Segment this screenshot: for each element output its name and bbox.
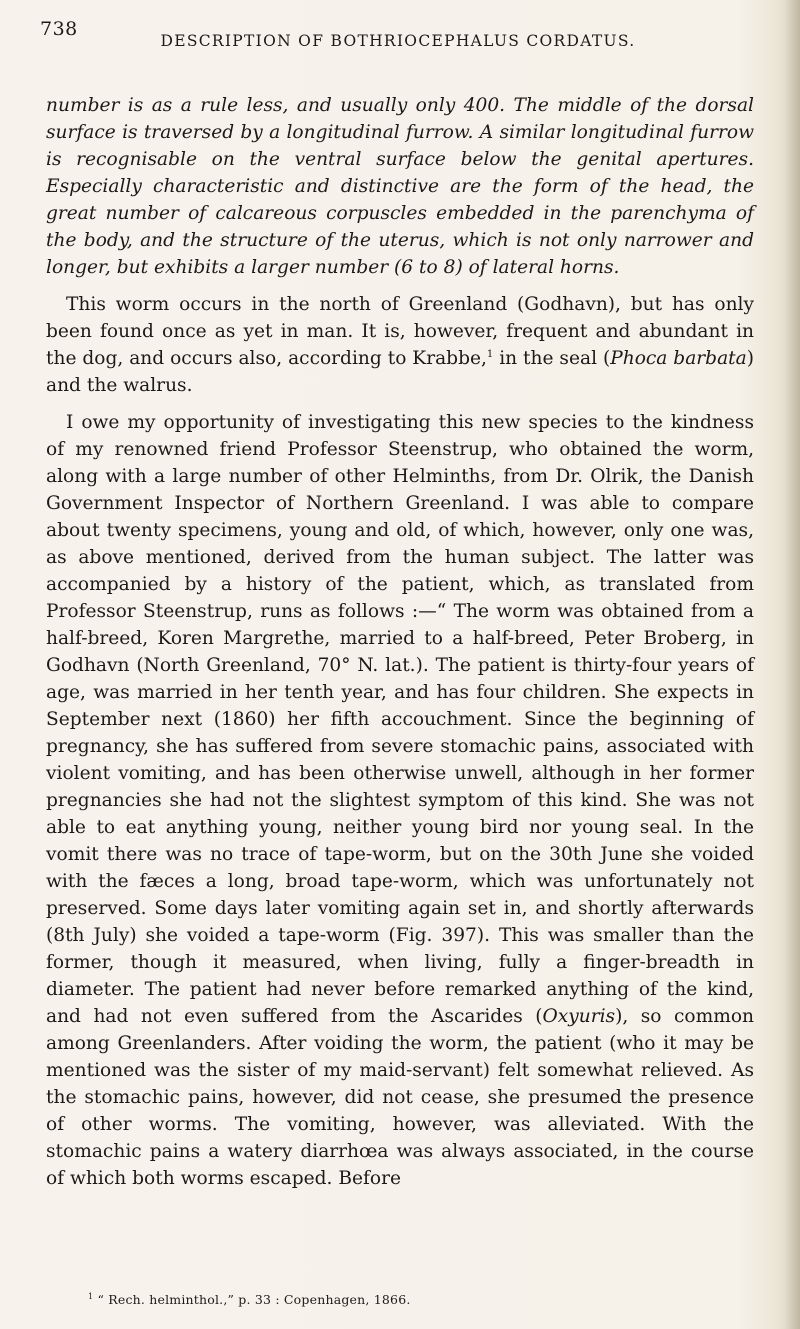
paragraph-distribution <box>46 291 754 399</box>
footnote-marker: 1 <box>88 1291 94 1301</box>
text-run: in the seal ( <box>493 348 611 369</box>
text-run: This worm occurs in the north of Greenland (Godhavn), but has only been found once as yet in man. It is, however, frequent and abundant in the dog, and occurs also, according to Krabbe, <box>46 294 754 369</box>
text-run: I owe my opportunity of investigating this new species to the kindness of my renowned friend Professor Steenstrup, who obtained the worm, along with a large number of other Helminths, from Dr. Olrik, the Danish Government Inspector of Northern Greenland. I was able to compare about twenty specimens, young and old, of which, however, only one was, as above mentioned, derived from the human subject. The latter was accompanied by a history of the patient, which, as translated from Professor Steenstrup, runs as follows :—“ The worm was obtained from a half-breed, Koren Margrethe, married to a half-breed, Peter Broberg, in Godhavn (North Greenland, 70° N. lat.). The patient is thirty-four years of age, was married in her tenth year, and has four children. She expects in September next (1860) her fifth accouchment. Since the beginning of pregnancy, she has suffered from severe stomachic pains, associated with violent vomiting, and has been otherwise unwell, although in her former pregnancies she had not the slightest symptom of this kind. She was not able to eat anything young, neither young bird nor young seal. In the vomit there was no trace of tape-worm, but on the 30th June she voided with the fæces a long, broad tape-worm, which was unfortunately not preserved. Some days later vomiting again set in, and shortly afterwards (8th July) she voided a tape-worm (Fig. 397). This was smaller than the former, though it measured, when living, fully a finger-breadth in diameter. The patient had never before remarked anything of the kind, and had not even suffered from the Ascarides ( <box>46 412 754 1027</box>
footnote-text: “ Rech. helminthol.,” p. 33 : Copenhagen, 1866. <box>93 1292 411 1307</box>
paragraph-case-history <box>46 409 754 1192</box>
page-edge-shadow <box>784 0 800 1329</box>
page-number: 738 <box>40 18 78 40</box>
species-name: Phoca barbata <box>610 348 747 369</box>
footnote <box>88 1292 728 1307</box>
footnote-reference: 1 <box>486 348 494 360</box>
text-run: ) and the walrus. <box>46 348 754 396</box>
species-name: Oxyuris <box>542 1006 616 1027</box>
paragraph-species-description: number is as a rule less, and usually only 400. The middle of the dorsal surface is traversed by a longitudinal furrow. A similar longitudinal furrow is recognisable on the ventral surface below the genital apertures. Especially characteristic and distinctive are the form of the head, the great number of calcareous corpuscles embedded in the parenchyma of the body, and the structure of the uterus, which is not only narrower and longer, but exhibits a larger number (6 to 8) of lateral horns. <box>46 95 754 278</box>
text-run: ), so common among Greenlanders. After voiding the worm, the patient (who it may be mentioned was the sister of my maid-servant) felt somewhat relieved. As the stomachic pains, however, did not cease, she presumed the presence of other worms. The vomiting, however, was alleviated. With the stomachic pains a watery diarrhœa was always associated, in the course of which both worms escaped. Before <box>46 1006 754 1189</box>
page-header <box>40 18 760 58</box>
running-head: DESCRIPTION OF BOTHRIOCEPHALUS CORDATUS. <box>160 32 636 50</box>
body-text <box>46 92 754 1202</box>
